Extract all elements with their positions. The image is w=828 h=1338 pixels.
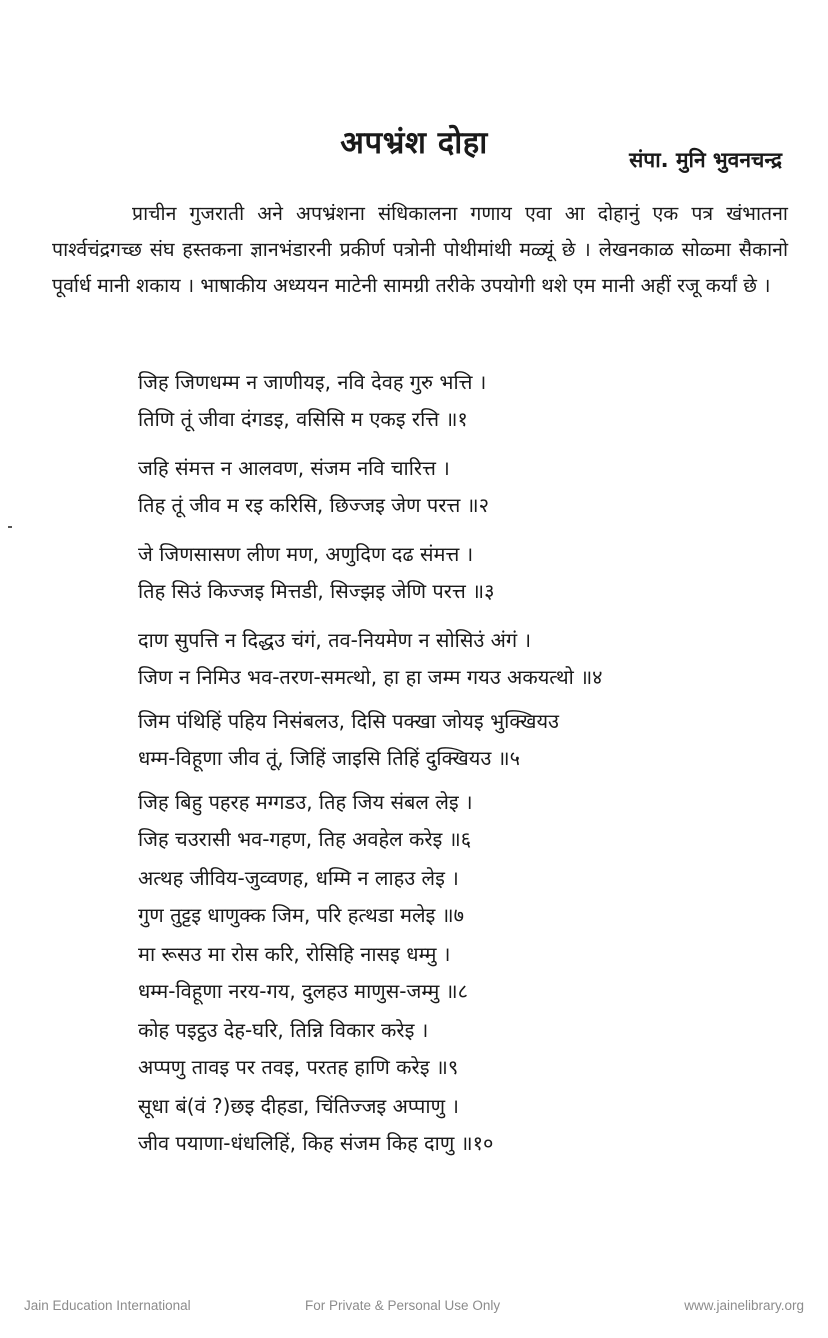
verse-line: जिह बिहु पहरह मग्गडउ, तिह जिय संबल लेइ ।	[138, 790, 473, 814]
verse-5	[138, 703, 778, 777]
verse-7	[138, 860, 778, 934]
verse-line: गुण तुट्टइ धाणुक्क जिम, परि हत्थडा मलेइ ॥७	[138, 903, 465, 927]
footer-website-link[interactable]: www.jainelibrary.org	[684, 1298, 804, 1313]
verse-4	[138, 622, 778, 696]
footer-publisher: Jain Education International	[24, 1298, 191, 1313]
page-footer	[0, 1298, 828, 1318]
verse-6	[138, 784, 778, 858]
verse-line: दाण सुपत्ति न दिद्धउ चंगं, तव-नियमेण न सोसिउं अंगं ।	[138, 628, 532, 652]
verse-line: अत्थह जीविय-जुव्वणह, धम्मि न लाहउ लेइ ।	[138, 866, 459, 890]
verse-9	[138, 1012, 778, 1086]
verse-line: तिणि तूं जीवा दंगडइ, वसिसि म एकइ रत्ति ॥१	[138, 407, 468, 431]
verse-line: जिह जिणधम्म न जाणीयइ, नवि देवह गुरु भत्ति ।	[138, 370, 487, 394]
verse-line: धम्म-विहूणा जीव तूं, जिहिं जाइसि तिहिं दुक्खियउ ॥५	[138, 746, 521, 770]
verse-8	[138, 936, 778, 1010]
verse-line: जिण न निमिउ भव-तरण-समत्थो, हा हा जम्म गयउ अकयत्थो ॥४	[138, 665, 603, 689]
verse-line: जिह चउरासी भव-गहण, तिह अवहेल करेइ ॥६	[138, 827, 472, 851]
scan-artifact	[8, 526, 12, 528]
verse-line: तिह सिउं किज्जइ मित्तडी, सिज्झइ जेणि परत्त ॥३	[138, 579, 495, 603]
verse-line: धम्म-विहूणा नरय-गय, दुलहउ माणुस-जम्मु ॥८	[138, 979, 469, 1003]
intro-paragraph: प्राचीन गुजराती अने अपभ्रंशना संधिकालना गणाय एवा आ दोहानुं एक पत्र खंभातना पार्श्वचंद्रगच्छ संघ हस्तकना ज्ञानभंडारनी प्रकीर्ण पत्रोनी पोथीमांथी मळ्यूं छे । लेखनकाळ सोळ्मा सैकानो पूर्वार्ध मानी शकाय । भाषाकीय अध्ययन माटेनी सामग्री तरीके उपयोगी थशे एम मानी अहीं रजू कर्यां छे ।	[52, 202, 788, 297]
verse-line: जीव पयाणा-धंधलिहिं, किह संजम किह दाणु ॥१०	[138, 1131, 494, 1155]
verse-line: अप्पणु तावइ पर तवइ, परतह हाणि करेइ ॥९	[138, 1055, 459, 1079]
verse-1	[138, 364, 778, 438]
verse-line: तिह तूं जीव म रइ करिसि, छिज्जइ जेण परत्त ॥२	[138, 493, 490, 517]
verse-line: जे जिणसासण लीण मण, अणुदिण दढ संमत्त ।	[138, 542, 474, 566]
editor-credit: संपा. मुनि भुवनचन्द्र	[629, 148, 782, 172]
verse-10	[138, 1088, 778, 1162]
verse-list	[138, 364, 778, 1162]
verse-line: मा रूसउ मा रोस करि, रोसिहि नासइ धम्मु ।	[138, 942, 451, 966]
verse-line: सूधा बं(वं ?)छइ दीहडा, चिंतिज्जइ अप्पाणु ।	[138, 1094, 459, 1118]
verse-line: जिम पंथिहिं पहिय निसंबलउ, दिसि पक्खा जोयइ भुक्खियउ	[138, 709, 560, 733]
footer-usage-notice: For Private & Personal Use Only	[305, 1298, 501, 1313]
verse-line: कोह पइट्ठउ देह-घरि, तिन्नि विकार करेइ ।	[138, 1018, 429, 1042]
verse-2	[138, 450, 778, 524]
verse-3	[138, 536, 778, 610]
page-title: अपभ्रंश दोहा	[340, 124, 488, 161]
verse-line: जहि संमत्त न आलवण, संजम नवि चारित्त ।	[138, 456, 450, 480]
